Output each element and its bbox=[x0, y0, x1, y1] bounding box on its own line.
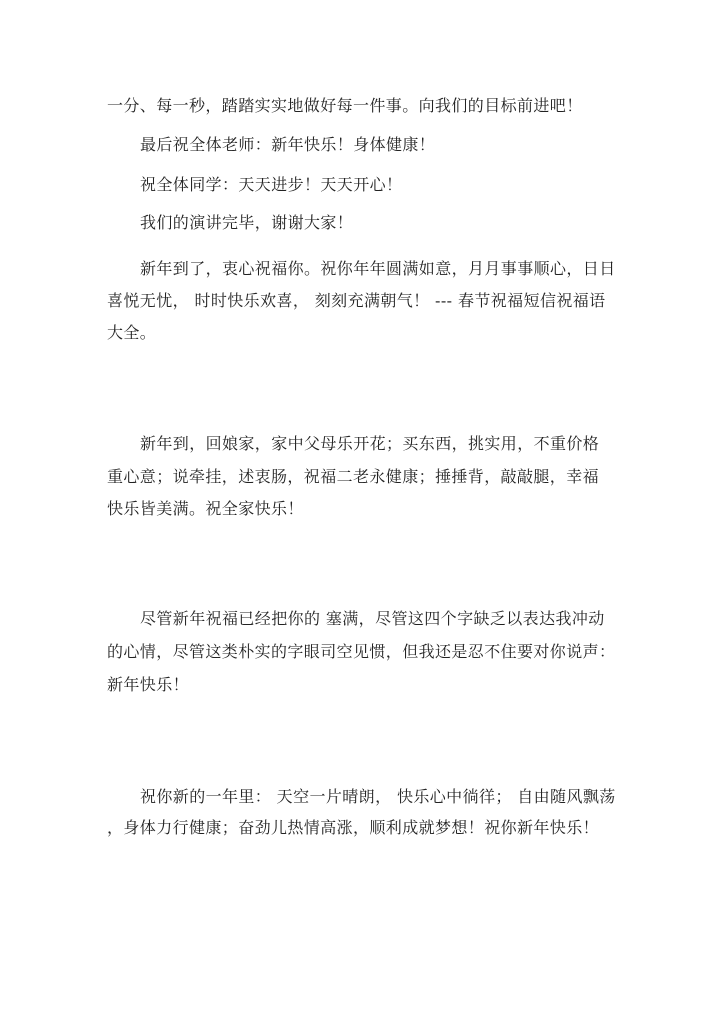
text-line: 快乐皆美满。祝全家快乐！ bbox=[107, 499, 304, 518]
text-line: 我们的演讲完毕，谢谢大家！ bbox=[140, 213, 354, 232]
text-line: 喜悦无忧， 时时快乐欢喜， 刻刻充满朝气！ --- 春节祝福短信祝福语 bbox=[107, 291, 606, 310]
text-line: 最后祝全体老师：新年快乐！身体健康！ bbox=[140, 135, 436, 154]
text-line: 尽管新年祝福已经把你的 塞满，尽管这四个字缺乏以表达我冲动 bbox=[140, 609, 605, 628]
text-line: 的心情，尽管这类朴实的字眼司空见惯，但我还是忍不住要对你说声： bbox=[107, 642, 616, 661]
text-line: 新年快乐！ bbox=[107, 675, 190, 694]
text-line: ，身体力行健康；奋劲儿热情高涨，顺利成就梦想！祝你新年快乐！ bbox=[107, 818, 600, 837]
text-line: 一分、每一秒，踏踏实实地做好每一件事。向我们的目标前进吧！ bbox=[107, 96, 583, 115]
text-line: 新年到，回娘家，家中父母乐开花；买东西，挑实用，不重价格 bbox=[140, 434, 600, 453]
text-line: 重心意；说牵挂，述衷肠，祝福二老永健康；捶捶背，敲敲腿，幸福 bbox=[107, 467, 600, 486]
text-line: 祝全体同学：天天进步！天天开心！ bbox=[140, 175, 403, 194]
text-line: 大全。 bbox=[107, 323, 157, 342]
text-line: 祝你新的一年里： 天空一片晴朗， 快乐心中徜徉； 自由随风飘荡 bbox=[140, 787, 616, 806]
text-line: 新年到了，衷心祝福你。祝你年年圆满如意，月月事事顺心，日日 bbox=[140, 259, 616, 278]
